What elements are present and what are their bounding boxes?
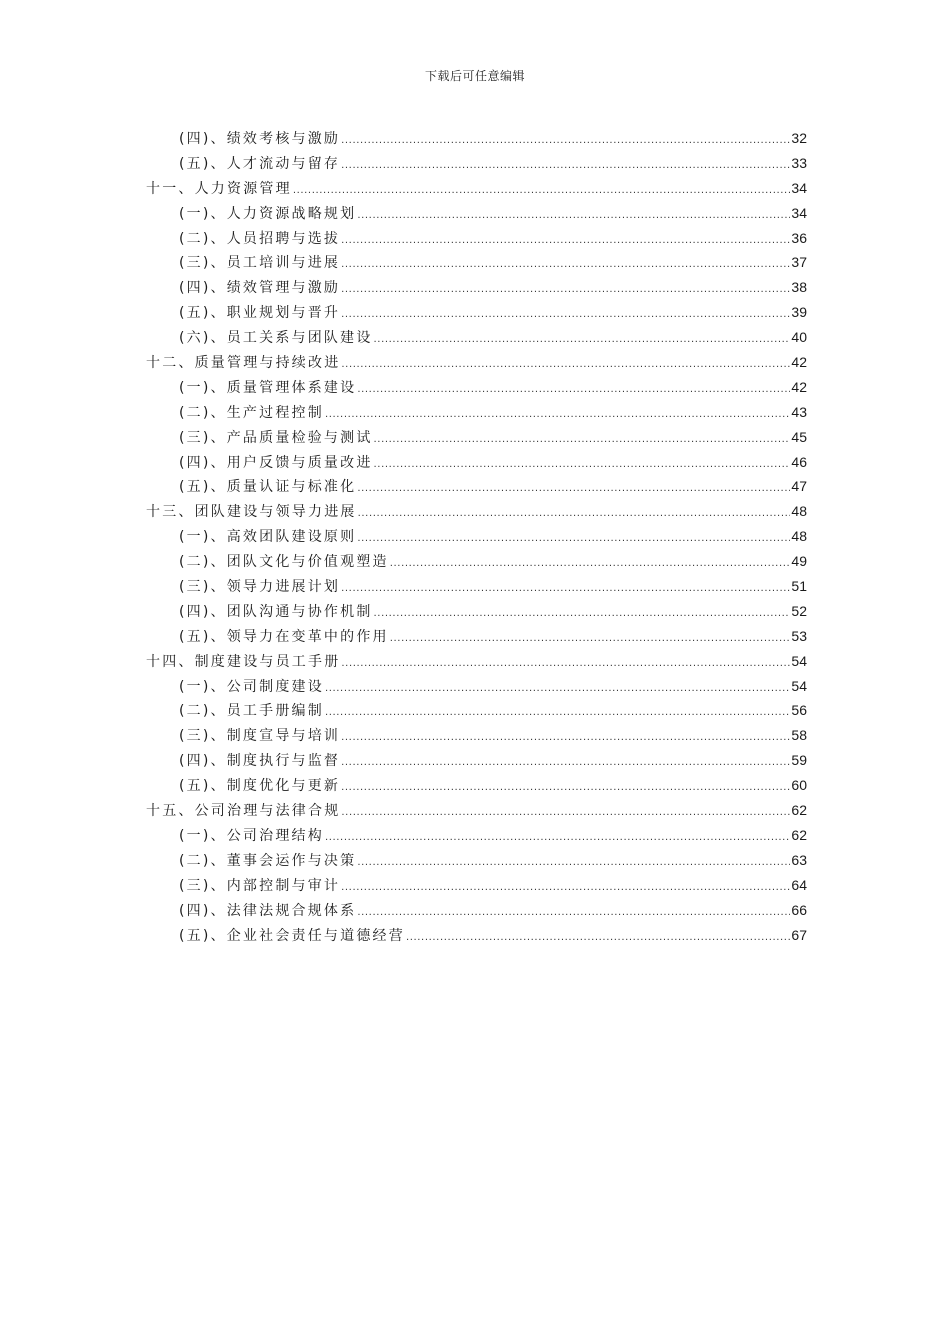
toc-dot-leader <box>357 527 790 552</box>
toc-dot-leader <box>341 776 790 801</box>
toc-page-number: 40 <box>791 329 807 346</box>
toc-dot-leader <box>341 353 790 378</box>
toc-entry-title: (二)、人员招聘与选拔 <box>179 230 341 247</box>
toc-dot-leader <box>374 453 791 478</box>
toc-page-number: 34 <box>791 204 807 221</box>
toc-section-entry[interactable] <box>146 698 807 723</box>
toc-dot-leader <box>341 229 790 254</box>
toc-section-entry[interactable] <box>146 325 807 350</box>
toc-dot-leader <box>357 901 790 926</box>
toc-page-number: 42 <box>791 354 807 371</box>
page-header: 下载后可任意编辑 <box>424 69 525 83</box>
toc-page-number: 66 <box>791 901 807 918</box>
toc-entry-title: (五)、人才流动与留存 <box>179 155 341 172</box>
toc-page-number: 59 <box>791 752 807 769</box>
toc-entry-title: (一)、公司治理结构 <box>179 827 324 844</box>
toc-chapter-entry[interactable] <box>146 798 807 823</box>
toc-section-entry[interactable] <box>146 375 807 400</box>
toc-dot-leader <box>341 253 790 278</box>
toc-entry-title: (三)、内部控制与审计 <box>179 877 341 894</box>
toc-entry-title: (五)、质量认证与标准化 <box>179 479 357 496</box>
toc-entry-title: (四)、法律法规合规体系 <box>179 902 357 919</box>
toc-page-number: 54 <box>791 677 807 694</box>
toc-page-number: 52 <box>791 602 807 619</box>
toc-dot-leader <box>341 751 790 776</box>
toc-dot-leader <box>341 652 790 677</box>
toc-page-number: 63 <box>791 851 807 868</box>
toc-page-number: 42 <box>791 378 807 395</box>
toc-chapter-entry[interactable] <box>146 499 807 524</box>
toc-entry-title: (一)、高效团队建设原则 <box>179 529 357 546</box>
toc-section-entry[interactable] <box>146 723 807 748</box>
toc-entry-title: (五)、领导力在变革中的作用 <box>179 628 389 645</box>
toc-page-number: 49 <box>791 553 807 570</box>
toc-dot-leader <box>293 179 791 204</box>
toc-section-entry[interactable] <box>146 549 807 574</box>
toc-dot-leader <box>341 876 790 901</box>
toc-dot-leader <box>325 826 790 851</box>
toc-chapter-entry[interactable] <box>146 649 807 674</box>
toc-dot-leader <box>357 477 790 502</box>
toc-page-number: 43 <box>791 403 807 420</box>
toc-page-number: 51 <box>791 578 807 595</box>
toc-entry-title: (一)、质量管理体系建设 <box>179 379 357 396</box>
toc-section-entry[interactable] <box>146 674 807 699</box>
toc-section-entry[interactable] <box>146 450 807 475</box>
toc-entry-title: (三)、产品质量检验与测试 <box>179 429 373 446</box>
toc-section-entry[interactable] <box>146 250 807 275</box>
toc-page-number: 46 <box>791 453 807 470</box>
toc-section-entry[interactable] <box>146 748 807 773</box>
toc-entry-title: 十五、公司治理与法律合规 <box>146 803 341 820</box>
toc-dot-leader <box>390 627 791 652</box>
toc-entry-title: (五)、制度优化与更新 <box>179 778 341 795</box>
toc-dot-leader <box>374 428 791 453</box>
toc-entry-title: (四)、绩效考核与激励 <box>179 131 341 147</box>
toc-section-entry[interactable] <box>146 201 807 226</box>
toc-page-number: 53 <box>791 627 807 644</box>
toc-section-entry[interactable] <box>146 873 807 898</box>
toc-page-number: 54 <box>791 652 807 669</box>
toc-chapter-entry[interactable] <box>146 350 807 375</box>
toc-section-entry[interactable] <box>146 275 807 300</box>
toc-dot-leader <box>374 328 791 353</box>
toc-dot-leader <box>374 602 791 627</box>
toc-dot-leader <box>406 926 790 951</box>
toc-entry-title: 十四、制度建设与员工手册 <box>146 653 341 670</box>
toc-page-number: 34 <box>791 179 807 196</box>
toc-dot-leader <box>358 502 791 527</box>
toc-page-number: 37 <box>791 254 807 271</box>
toc-dot-leader <box>341 154 790 179</box>
toc-dot-leader <box>341 801 790 826</box>
toc-dot-leader <box>325 701 790 726</box>
toc-entry-title: (五)、企业社会责任与道德经营 <box>179 927 405 944</box>
toc-dot-leader <box>341 577 790 602</box>
toc-page-number: 32 <box>791 130 807 146</box>
toc-page-number: 36 <box>791 229 807 246</box>
toc-dot-leader <box>325 403 790 428</box>
toc-section-entry[interactable] <box>146 898 807 923</box>
toc-section-entry[interactable] <box>146 151 807 176</box>
toc-dot-leader <box>390 552 791 577</box>
toc-section-entry[interactable] <box>146 300 807 325</box>
toc-dot-leader <box>357 378 790 403</box>
toc-entry-title: (四)、团队沟通与协作机制 <box>179 603 373 620</box>
toc-section-entry[interactable] <box>146 848 807 873</box>
toc-page-number: 62 <box>791 826 807 843</box>
toc-section-entry[interactable] <box>146 400 807 425</box>
toc-entry-title: (三)、制度宣导与培训 <box>179 728 341 745</box>
toc-entry-title: (一)、公司制度建设 <box>179 678 324 695</box>
toc-entry-title: (四)、制度执行与监督 <box>179 753 341 770</box>
toc-page-number: 64 <box>791 876 807 893</box>
toc-entry-title: 十二、质量管理与持续改进 <box>146 355 341 372</box>
toc-chapter-entry[interactable] <box>146 176 807 201</box>
toc-entry-title: (三)、员工培训与进展 <box>179 255 341 272</box>
toc-entry-title: (三)、领导力进展计划 <box>179 579 341 596</box>
toc-page-number: 39 <box>791 304 807 321</box>
table-of-contents <box>146 126 807 947</box>
toc-page-number: 48 <box>791 503 807 520</box>
toc-page-number: 67 <box>791 926 807 943</box>
toc-entry-title: (二)、团队文化与价值观塑造 <box>179 554 389 571</box>
toc-section-entry[interactable] <box>146 574 807 599</box>
toc-entry-title: (二)、生产过程控制 <box>179 404 324 421</box>
toc-entry-title: (二)、员工手册编制 <box>179 703 324 720</box>
toc-page-number: 56 <box>791 702 807 719</box>
toc-page-number: 60 <box>791 777 807 794</box>
toc-section-entry[interactable] <box>146 923 807 948</box>
toc-dot-leader <box>341 726 790 751</box>
toc-section-entry[interactable] <box>146 773 807 798</box>
toc-entry-title: (四)、用户反馈与质量改进 <box>179 454 373 471</box>
toc-page-number: 38 <box>791 279 807 296</box>
toc-page-number: 58 <box>791 727 807 744</box>
toc-page-number: 62 <box>791 802 807 819</box>
toc-dot-leader <box>325 677 790 702</box>
toc-section-entry[interactable] <box>146 599 807 624</box>
toc-section-entry[interactable] <box>146 425 807 450</box>
toc-entry-title: (二)、董事会运作与决策 <box>179 852 357 869</box>
toc-section-entry[interactable] <box>146 524 807 549</box>
toc-entry-title: (四)、绩效管理与激励 <box>179 280 341 297</box>
toc-dot-leader <box>341 303 790 328</box>
toc-page-number: 33 <box>791 154 807 171</box>
toc-page-number: 47 <box>791 478 807 495</box>
toc-page-number: 48 <box>791 528 807 545</box>
toc-section-entry[interactable] <box>146 624 807 649</box>
toc-page-number: 45 <box>791 428 807 445</box>
toc-entry-title: 十三、团队建设与领导力进展 <box>146 504 357 521</box>
toc-section-entry[interactable] <box>146 126 807 151</box>
toc-dot-leader <box>341 129 790 154</box>
toc-section-entry[interactable] <box>146 823 807 848</box>
toc-entry-title: (六)、员工关系与团队建设 <box>179 330 373 347</box>
toc-dot-leader <box>357 204 790 229</box>
toc-entry-title: 十一、人力资源管理 <box>146 180 292 197</box>
toc-dot-leader <box>341 278 790 303</box>
toc-entry-title: (五)、职业规划与晋升 <box>179 305 341 322</box>
toc-entry-title: (一)、人力资源战略规划 <box>179 205 357 222</box>
toc-dot-leader <box>357 851 790 876</box>
toc-section-entry[interactable] <box>146 474 807 499</box>
toc-section-entry[interactable] <box>146 226 807 251</box>
